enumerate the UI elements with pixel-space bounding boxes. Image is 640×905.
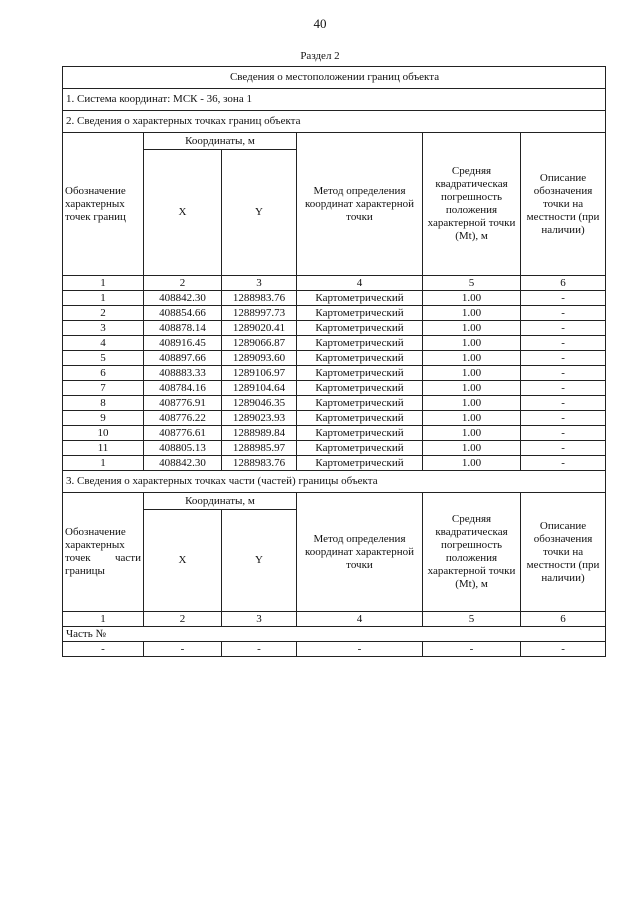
error: 1.00 [423,351,521,366]
coord-x: 408842.30 [144,291,222,306]
coord-y: 1288997.73 [222,306,297,321]
error: 1.00 [423,291,521,306]
method: Картометрический [297,336,423,351]
column-number-row [63,276,606,291]
table-row [63,396,606,411]
description: - [521,456,606,471]
part2-heading: 2. Сведения о характерных точках границ объекта [63,111,606,133]
coord-y: 1289106.97 [222,366,297,381]
coord-x: 408776.22 [144,411,222,426]
coord-y: 1289104.64 [222,381,297,396]
method: Картометрический [297,291,423,306]
header-designation: Обозначение характерных точек границ [63,133,144,276]
table-title: Сведения о местоположении границ объекта [63,67,606,89]
col-number: 5 [423,612,521,627]
table-row [63,456,606,471]
description: - [521,321,606,336]
method: Картометрический [297,426,423,441]
column-number-row-3 [63,612,606,627]
coord-y: 1288983.76 [222,291,297,306]
method: Картометрический [297,411,423,426]
empty-cell: - [423,642,521,657]
method: Картометрический [297,396,423,411]
header-x: X [144,150,222,276]
point-number: 1 [63,456,144,471]
col-number: 1 [63,276,144,291]
header-description: Описание обозначения точки на местности (при наличии) [521,133,606,276]
table-row [63,366,606,381]
point-number: 5 [63,351,144,366]
coord-x: 408878.14 [144,321,222,336]
error: 1.00 [423,441,521,456]
method: Картометрический [297,306,423,321]
col-number: 3 [222,612,297,627]
description: - [521,426,606,441]
header3-x: X [144,510,222,612]
coord-y: 1289020.41 [222,321,297,336]
col-number: 6 [521,276,606,291]
part-number-label: Часть № [63,627,606,642]
table-row [63,441,606,456]
coord-x: 408784.16 [144,381,222,396]
description: - [521,306,606,321]
coord-y: 1288989.84 [222,426,297,441]
method: Картометрический [297,321,423,336]
method: Картометрический [297,456,423,471]
part3-heading: 3. Сведения о характерных точках части (частей) границы объекта [63,471,606,493]
empty-cell: - [297,642,423,657]
description: - [521,396,606,411]
table-row [63,411,606,426]
error: 1.00 [423,366,521,381]
table-row [63,306,606,321]
coord-y: 1288983.76 [222,456,297,471]
table-row [63,351,606,366]
coord-x: 408854.66 [144,306,222,321]
page-number: 40 [313,16,327,31]
header3-y: Y [222,510,297,612]
col-number: 1 [63,612,144,627]
col-number: 2 [144,612,222,627]
table-row [63,291,606,306]
coord-y: 1289023.93 [222,411,297,426]
point-number: 3 [63,321,144,336]
method: Картометрический [297,366,423,381]
coord-system: 1. Система координат: МСК - 36, зона 1 [63,89,606,111]
description: - [521,381,606,396]
error: 1.00 [423,411,521,426]
coord-x: 408883.33 [144,366,222,381]
error: 1.00 [423,381,521,396]
error: 1.00 [423,321,521,336]
col-number: 3 [222,276,297,291]
boundary-table [62,66,606,657]
point-number: 9 [63,411,144,426]
section-label: Раздел 2 [300,50,340,62]
table-row [63,426,606,441]
header-error: Средняя квадратическая погрешность положения характерной точки (Mt), м [423,133,521,276]
coord-x: 408916.45 [144,336,222,351]
col-number: 2 [144,276,222,291]
coord-x: 408805.13 [144,441,222,456]
empty-cell: - [144,642,222,657]
description: - [521,351,606,366]
point-number: 4 [63,336,144,351]
error: 1.00 [423,396,521,411]
description: - [521,411,606,426]
method: Картометрический [297,351,423,366]
empty-cell: - [222,642,297,657]
coord-x: 408842.30 [144,456,222,471]
description: - [521,441,606,456]
header3-description: Описание обозначения точки на местности (при наличии) [521,493,606,612]
coord-y: 1289066.87 [222,336,297,351]
header3-method: Метод определения координат характерной точки [297,493,423,612]
method: Картометрический [297,381,423,396]
header3-coords: Координаты, м [144,493,297,510]
error: 1.00 [423,336,521,351]
empty-row [63,642,606,657]
description: - [521,336,606,351]
error: 1.00 [423,426,521,441]
point-number: 7 [63,381,144,396]
coord-y: 1289093.60 [222,351,297,366]
header3-designation: Обозначение характерных точек части границы [63,493,144,612]
header-y: Y [222,150,297,276]
empty-cell: - [521,642,606,657]
coord-y: 1288985.97 [222,441,297,456]
col-number: 5 [423,276,521,291]
point-number: 1 [63,291,144,306]
coord-y: 1289046.35 [222,396,297,411]
points-body [63,291,606,471]
table-row [63,336,606,351]
header3-error: Средняя квадратическая погрешность положения характерной точки (Mt), м [423,493,521,612]
error: 1.00 [423,306,521,321]
table-row [63,321,606,336]
header-coords: Координаты, м [144,133,297,150]
header-method: Метод определения координат характерной точки [297,133,423,276]
point-number: 11 [63,441,144,456]
col-number: 4 [297,276,423,291]
col-number: 4 [297,612,423,627]
table-row [63,381,606,396]
method: Картометрический [297,441,423,456]
point-number: 10 [63,426,144,441]
point-number: 2 [63,306,144,321]
coord-x: 408776.91 [144,396,222,411]
coord-x: 408897.66 [144,351,222,366]
col-number: 6 [521,612,606,627]
error: 1.00 [423,456,521,471]
description: - [521,291,606,306]
point-number: 6 [63,366,144,381]
point-number: 8 [63,396,144,411]
empty-cell: - [63,642,144,657]
description: - [521,366,606,381]
coord-x: 408776.61 [144,426,222,441]
